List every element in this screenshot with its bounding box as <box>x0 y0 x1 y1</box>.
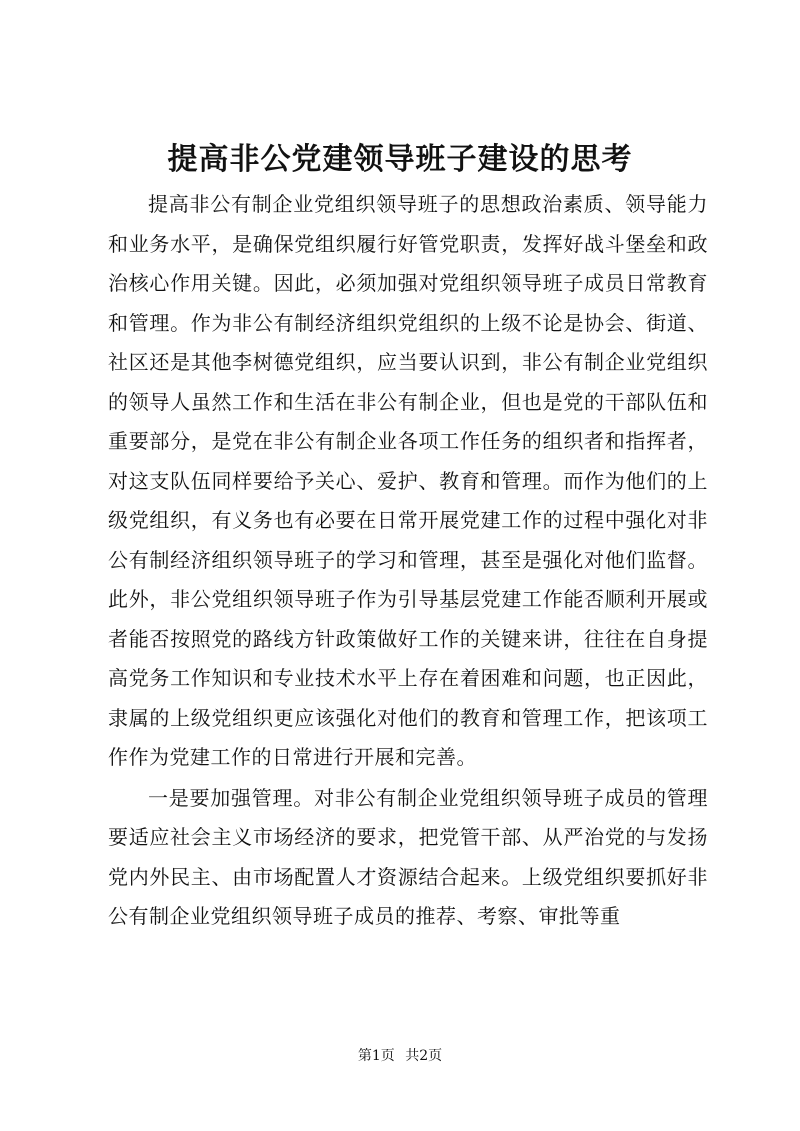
document-body <box>108 185 708 937</box>
page-footer <box>0 1046 800 1066</box>
paragraph-2: 一是要加强管理。对非公有制企业党组织领导班子成员的管理要适应社会主义市场经济的要求，把党管干部、从严治党的与发扬党内外民主、由市场配置人才资源结合起来。上级党组织要抓好非公有制企业党组织领导班子成员的推荐、考察、审批等重 <box>108 785 708 928</box>
page-number: 第1页 <box>357 1048 395 1064</box>
page-total: 共2页 <box>405 1048 443 1064</box>
document-title: 提高非公党建领导班子建设的思考 <box>167 142 633 177</box>
paragraph-1: 提高非公有制企业党组织领导班子的思想政治素质、领导能力和业务水平，是确保党组织履行好管党职责，发挥好战斗堡垒和政治核心作用关键。因此，必须加强对党组织领导班子成员日常教育和管理。作为非公有制经济组织党组织的上级不论是协会、街道、社区还是其他李树德党组织，应当要认识到，非公有制企业党组织的领导人虽然工作和生活在非公有制企业，但也是党的干部队伍和重要部分，是党在非公有制企业各项工作任务的组织者和指挥者，对这支队伍同样要给予关心、爱护、教育和管理。而作为他们的上级党组织，有义务也有必要在日常开展党建工作的过程中强化对非公有制经济组织领导班子的学习和管理，甚至是强化对他们监督。此外，非公党组织领导班子作为引导基层党建工作能否顺利开展或者能否按照党的路线方针政策做好工作的关键来讲，往往在自身提高党务工作知识和专业技术水平上存在着困难和问题，也正因此，隶属的上级党组织更应该强化对他们的教育和管理工作，把该项工作作为党建工作的日常进行开展和完善。 <box>108 192 708 769</box>
